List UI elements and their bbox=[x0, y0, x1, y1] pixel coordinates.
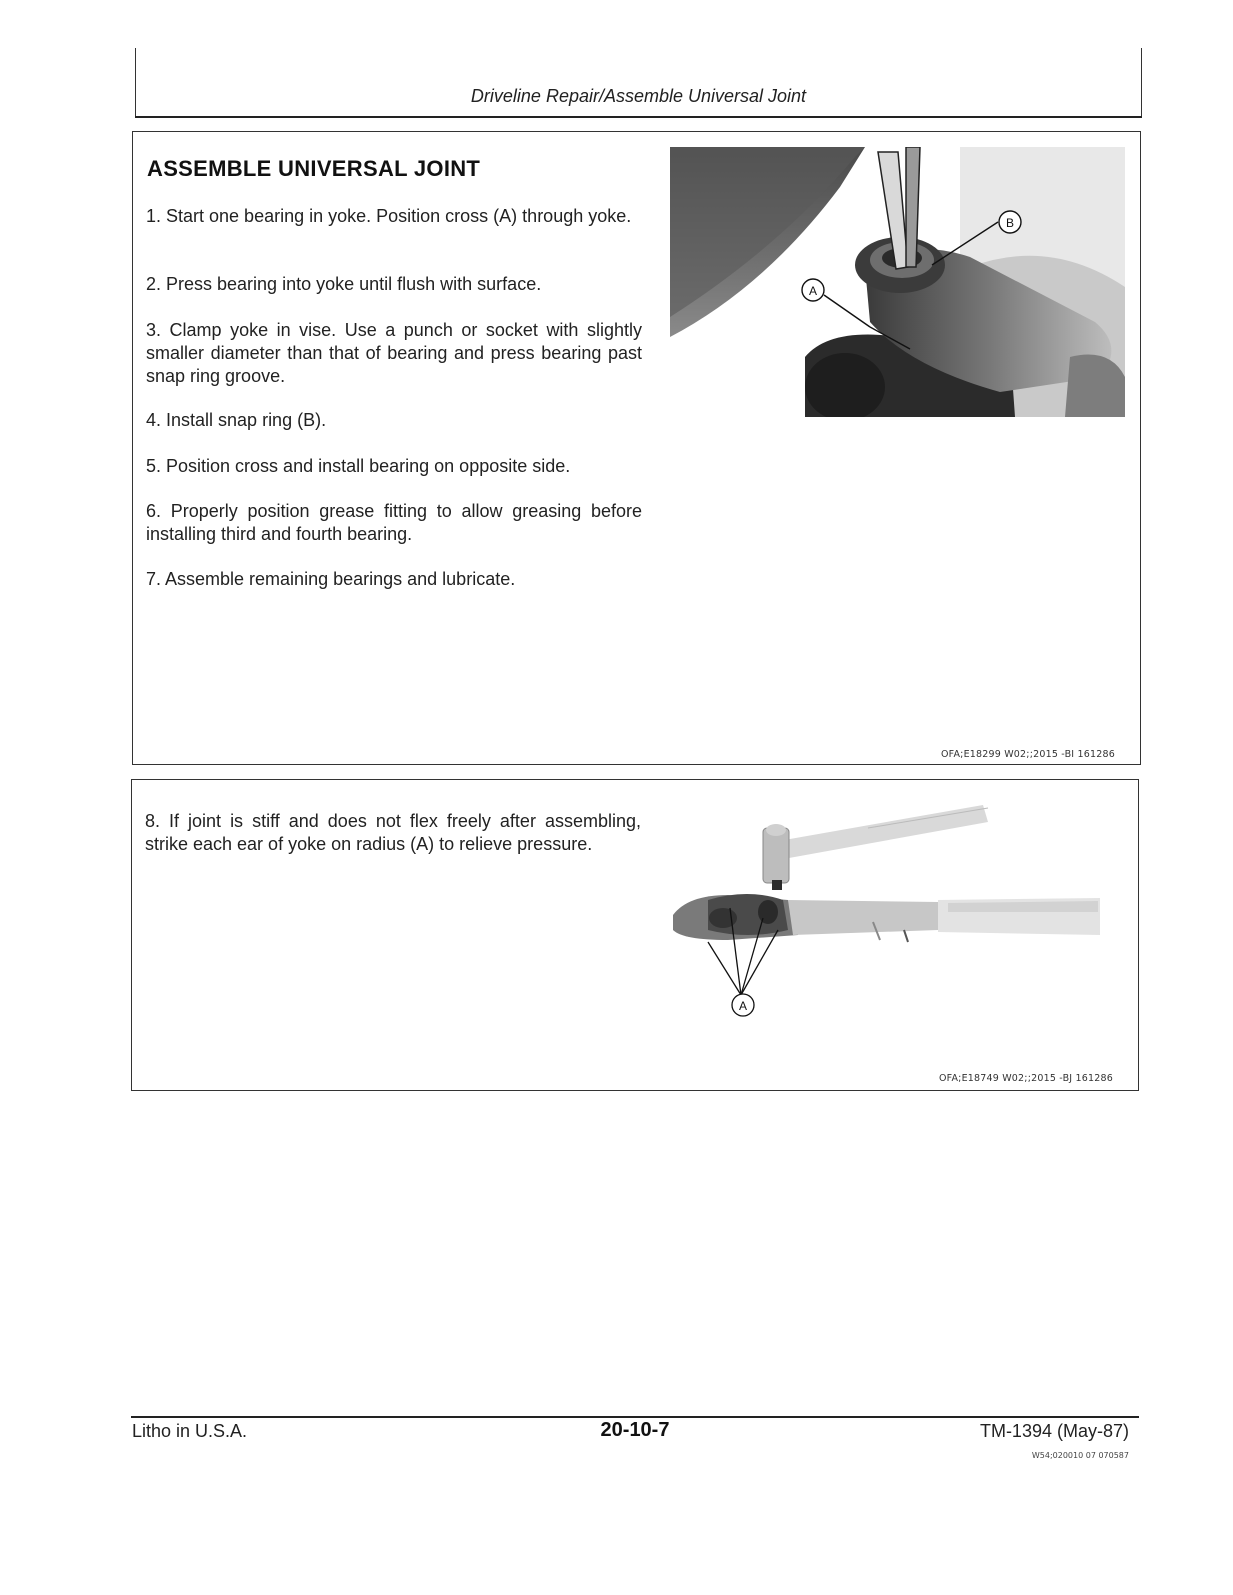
header-right-rule bbox=[1141, 48, 1142, 118]
footer-divider bbox=[131, 1416, 1139, 1418]
yoke-bearing-photo bbox=[670, 147, 1125, 417]
step-3: 3. Clamp yoke in vise. Use a punch or socket with slightly smaller diameter than that of bearing and press bearing past snap ring groove. bbox=[146, 320, 642, 386]
header-divider bbox=[135, 116, 1142, 118]
callout-a-figure-2: A bbox=[738, 999, 748, 1013]
hammer-yoke-photo bbox=[668, 800, 1108, 1025]
figure-2-reference: OFA;E18749 W02;;2015 -BJ 161286 bbox=[939, 1073, 1113, 1084]
step-7: 7. Assemble remaining bearings and lubricate. bbox=[146, 569, 516, 589]
footer-code: W54;020010 07 070587 bbox=[1031, 1451, 1129, 1460]
callout-a: A bbox=[808, 284, 818, 298]
figure-1-reference: OFA;E18299 W02;;2015 -BI 161286 bbox=[941, 749, 1115, 760]
header-left-rule bbox=[135, 48, 136, 118]
footer-print-origin: Litho in U.S.A. bbox=[132, 1421, 248, 1441]
callout-b: B bbox=[1005, 216, 1015, 230]
document-id: TM-1394 (May-87) bbox=[979, 1421, 1129, 1441]
page-header-title: Driveline Repair/Assemble Universal Joint bbox=[470, 86, 807, 106]
step-5: 5. Position cross and install bearing on opposite side. bbox=[146, 456, 571, 476]
section-heading: ASSEMBLE UNIVERSAL JOINT bbox=[147, 156, 481, 181]
step-8: 8. If joint is stiff and does not flex freely after assembling, strike each ear of yoke on radius (A) to relieve pressure. bbox=[145, 811, 641, 854]
step-2: 2. Press bearing into yoke until flush with surface. bbox=[146, 274, 542, 294]
page-number: 20-10-7 bbox=[600, 1419, 670, 1441]
step-4: 4. Install snap ring (B). bbox=[146, 410, 327, 430]
step-1: 1. Start one bearing in yoke. Position cross (A) through yoke. bbox=[146, 206, 632, 226]
step-6: 6. Properly position grease fitting to allow greasing before installing third and fourth bearing. bbox=[146, 501, 642, 544]
